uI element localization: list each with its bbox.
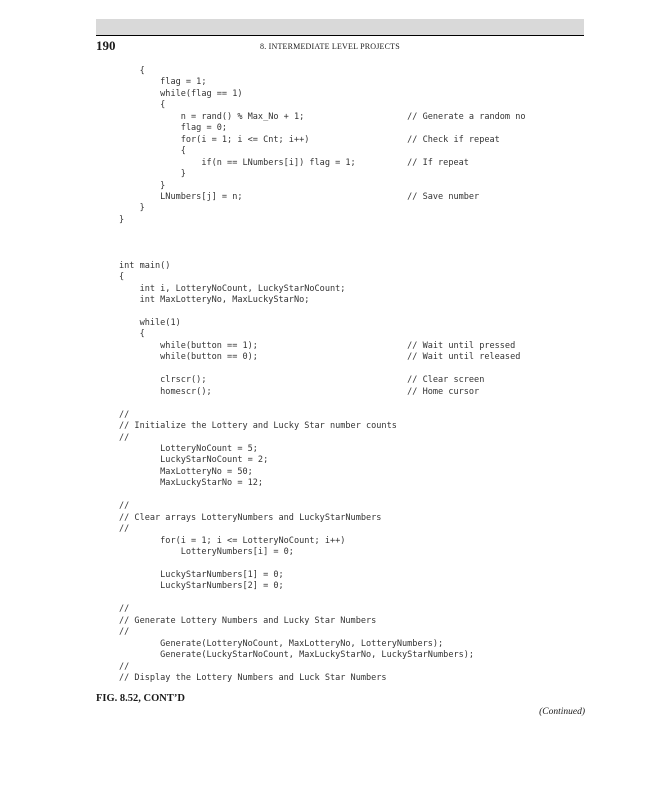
code-line: Generate(LuckyStarNoCount, MaxLuckyStarNo, LuckyStarNumbers); — [119, 650, 475, 661]
code-line: // — [119, 604, 130, 615]
code-line: LNumbers[j] = n; // Save number — [119, 191, 480, 202]
code-line: { — [119, 146, 186, 157]
page-number: 190 — [96, 38, 116, 53]
code-line: } — [119, 180, 166, 191]
code-line: // Clear arrays LotteryNumbers and LuckyStarNumbers — [119, 512, 382, 523]
code-line: if(n == LNumbers[i]) flag = 1; // If repeat — [119, 157, 469, 168]
header-shade-band — [96, 19, 584, 35]
code-line: LuckyStarNumbers[2] = 0; — [119, 581, 284, 592]
code-line: int main() — [119, 260, 171, 271]
code-line: flag = 0; — [119, 123, 228, 134]
code-line: // — [119, 627, 130, 638]
code-line: // — [119, 524, 130, 535]
code-line: MaxLuckyStarNo = 12; — [119, 478, 264, 489]
code-line: // — [119, 501, 130, 512]
code-line: flag = 1; — [119, 77, 207, 88]
code-line: Generate(LotteryNoCount, MaxLotteryNo, LotteryNumbers); — [119, 638, 444, 649]
running-head: 8. INTERMEDIATE LEVEL PROJECTS — [260, 42, 400, 51]
code-line: MaxLotteryNo = 50; — [119, 466, 253, 477]
continued-note: (Continued) — [539, 707, 585, 717]
code-line: while(button == 1); // Wait until pressed — [119, 340, 516, 351]
code-line: } — [119, 214, 125, 225]
code-listing — [119, 66, 526, 684]
code-line: // Initialize the Lottery and Lucky Star number counts — [119, 421, 397, 432]
code-line: int MaxLotteryNo, MaxLuckyStarNo; — [119, 295, 310, 306]
code-line: // — [119, 432, 130, 443]
code-line: while(button == 0); // Wait until released — [119, 352, 521, 363]
code-line: LuckyStarNoCount = 2; — [119, 455, 269, 466]
code-line: } — [119, 203, 145, 214]
code-line: { — [119, 272, 125, 283]
code-line: LotteryNumbers[i] = 0; — [119, 547, 294, 558]
code-line: // Display the Lottery Numbers and Luck Star Numbers — [119, 673, 387, 684]
code-line: clrscr(); // Clear screen — [119, 375, 485, 386]
code-line: { — [119, 329, 145, 340]
code-line: } — [119, 169, 186, 180]
code-line: while(1) — [119, 317, 181, 328]
code-line: // — [119, 661, 130, 672]
code-line: n = rand() % Max_No + 1; // Generate a random no — [119, 111, 526, 122]
code-line: for(i = 1; i <= LotteryNoCount; i++) — [119, 535, 346, 546]
code-line: homescr(); // Home cursor — [119, 386, 480, 397]
code-line: { — [119, 66, 145, 76]
code-line: LotteryNoCount = 5; — [119, 443, 258, 454]
code-line: while(flag == 1) — [119, 88, 243, 99]
code-line: // — [119, 409, 130, 420]
code-line: for(i = 1; i <= Cnt; i++) // Check if repeat — [119, 134, 500, 145]
code-line: // Generate Lottery Numbers and Lucky Star Numbers — [119, 615, 377, 626]
header-rule — [96, 35, 584, 36]
code-line: LuckyStarNumbers[1] = 0; — [119, 569, 284, 580]
figure-caption: FIG. 8.52, CONT’D — [96, 693, 185, 704]
code-line: int i, LotteryNoCount, LuckyStarNoCount; — [119, 283, 346, 294]
code-line: { — [119, 100, 166, 111]
